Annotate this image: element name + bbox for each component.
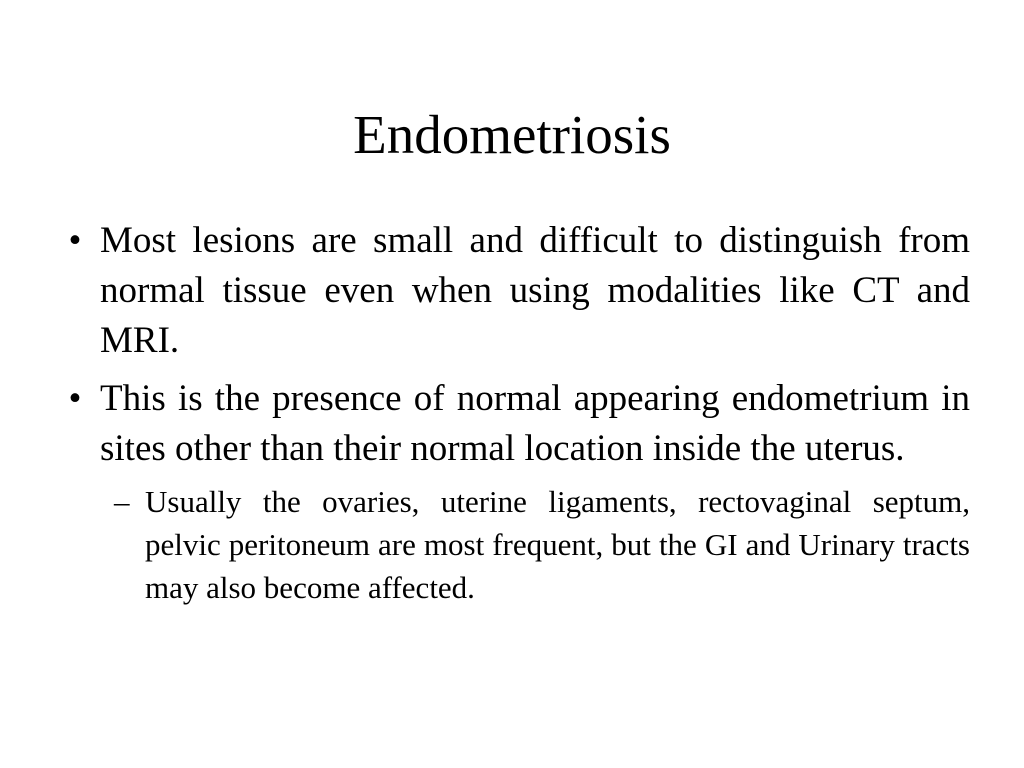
bullet-item (60, 374, 970, 609)
sub-bullet-list (100, 480, 970, 609)
bullet-item (60, 216, 970, 366)
bullet-marker: • (68, 220, 82, 261)
bullet-list (60, 216, 970, 617)
sub-bullet-marker: – (114, 484, 130, 519)
slide-title: Endometriosis (353, 104, 671, 165)
bullet-text: This is the presence of normal appearing endometrium in sites other than their normal location inside the uterus. (100, 378, 970, 469)
bullet-text: Most lesions are small and difficult to distinguish from normal tissue even when using modalities like CT and MRI. (100, 220, 970, 361)
sub-bullet-text: Usually the ovaries, uterine ligaments, rectovaginal septum, pelvic peritoneum are most frequent, but the GI and Urinary tracts may also become affected. (145, 484, 970, 605)
bullet-marker: • (68, 378, 82, 419)
sub-bullet-item (100, 480, 970, 609)
